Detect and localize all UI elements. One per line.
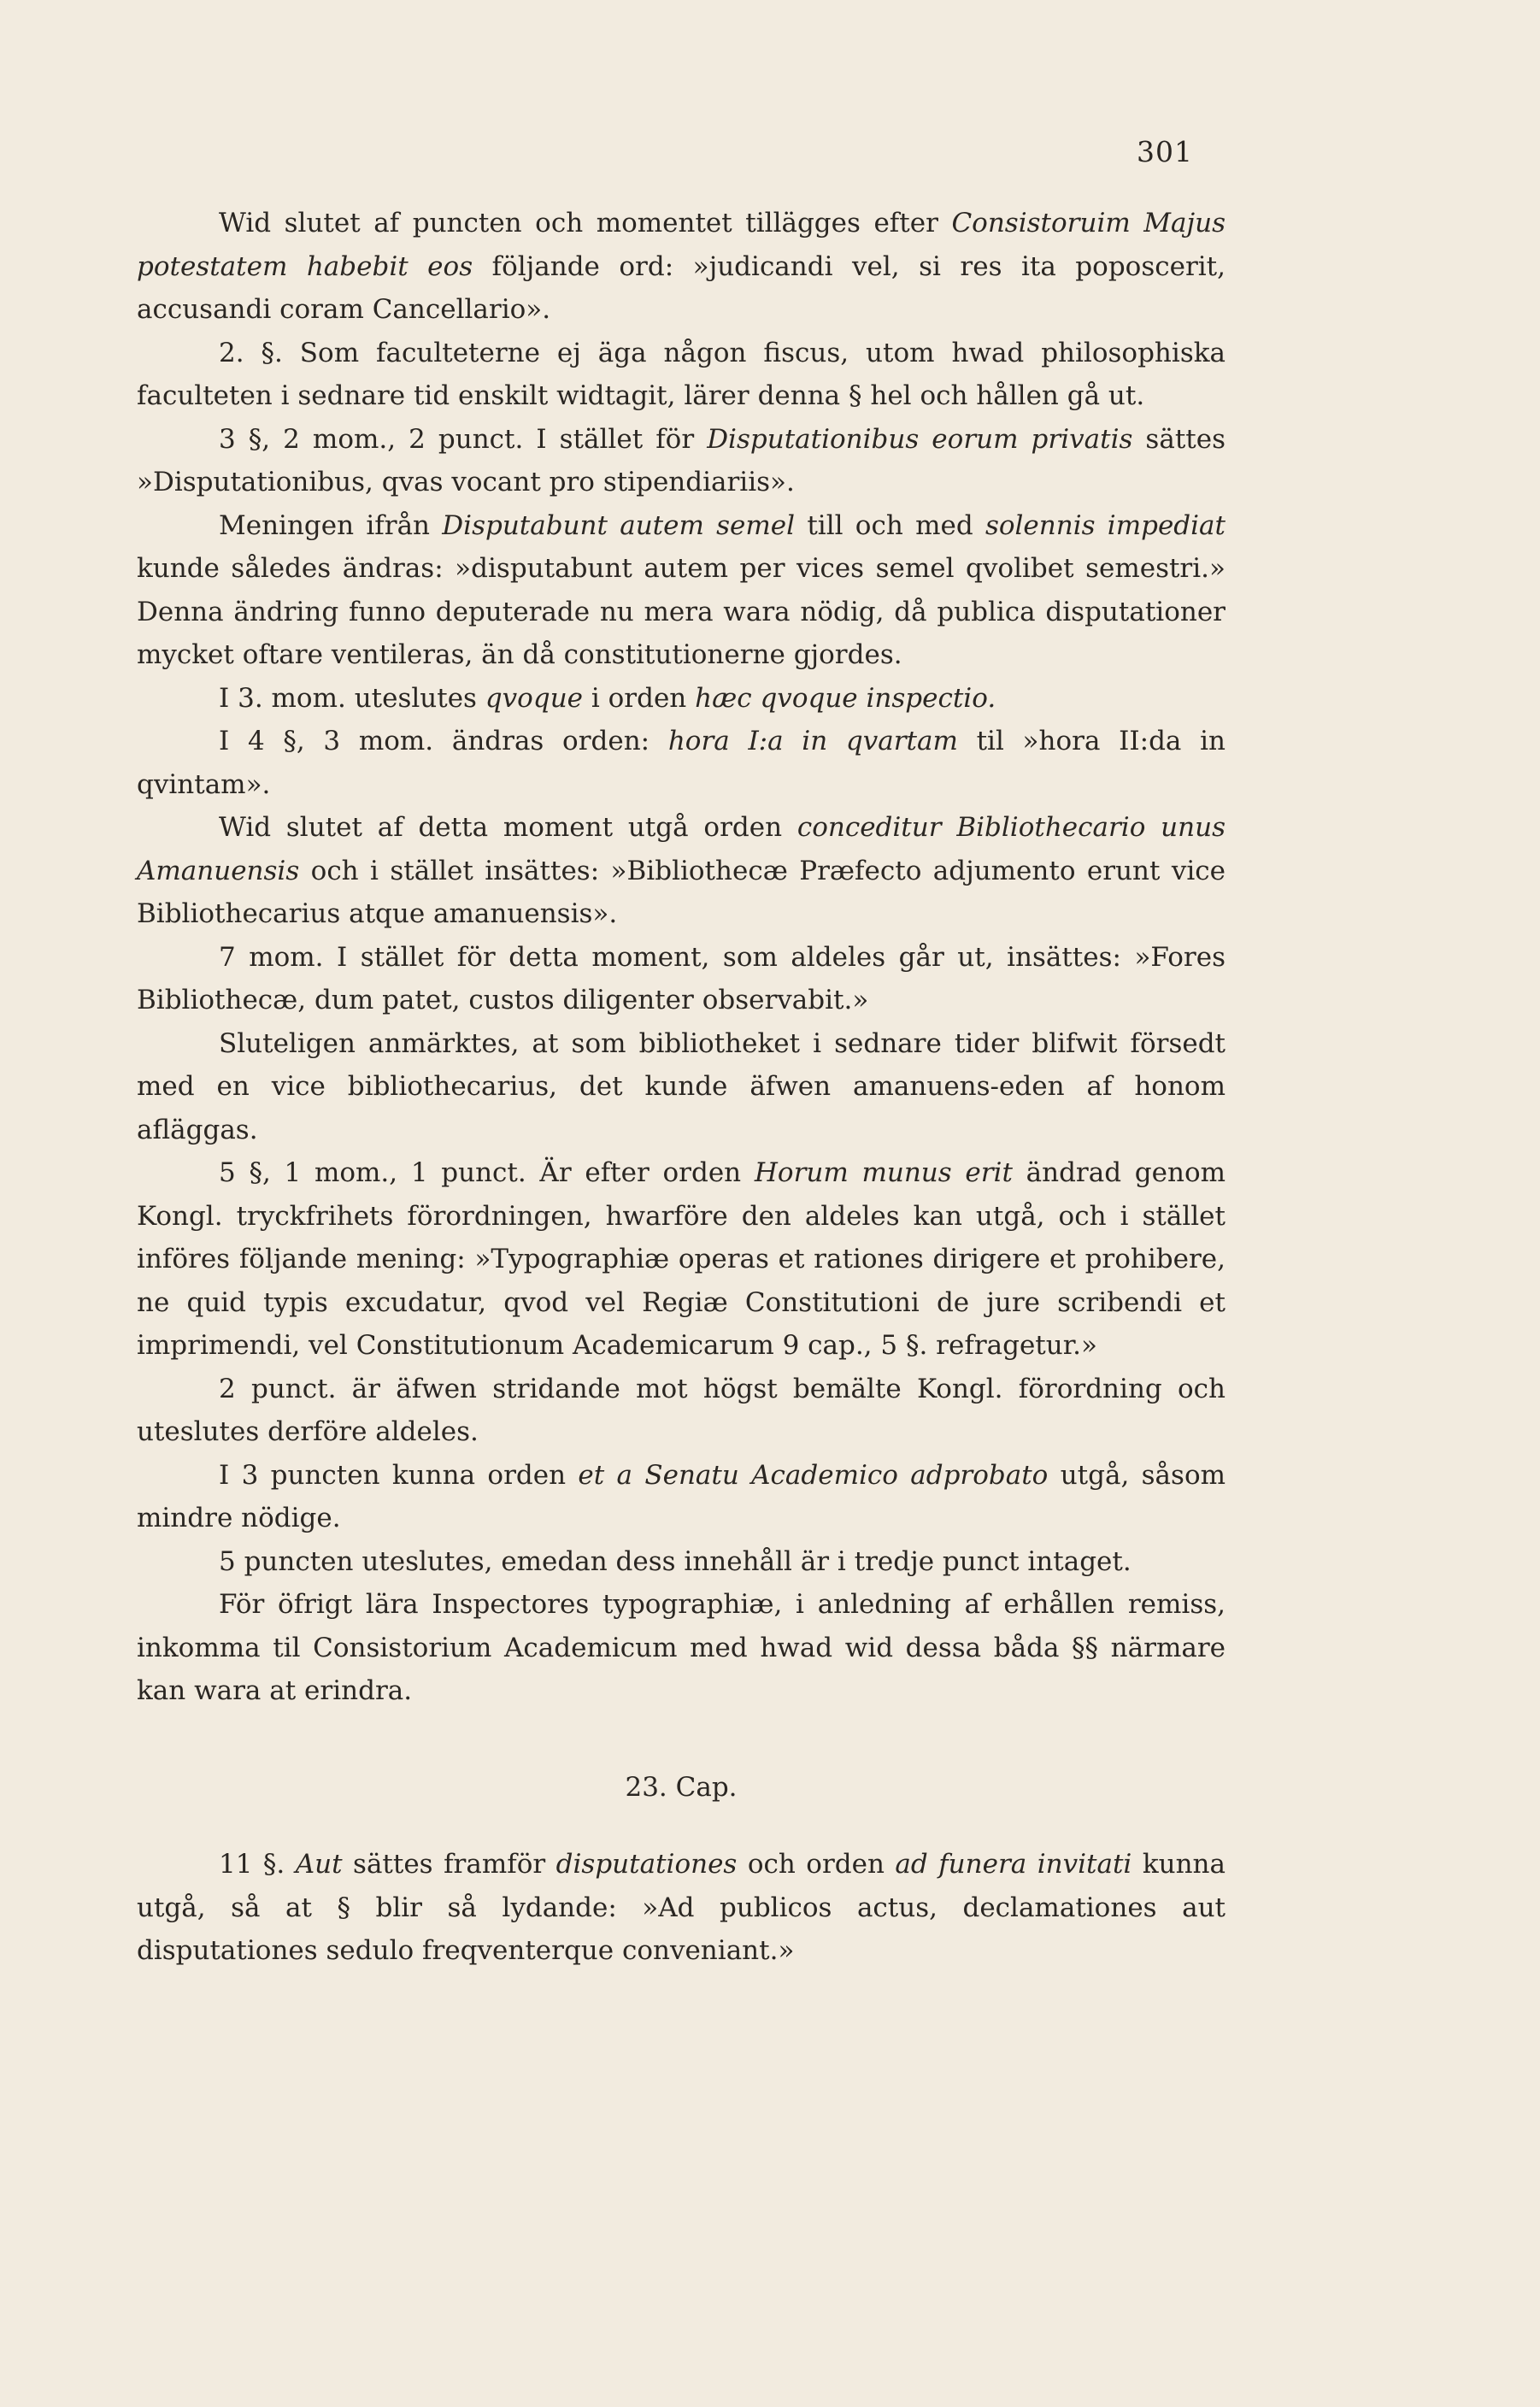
italic-text: qvoque [485, 682, 584, 714]
italic-text: Disputabunt autem semel [442, 509, 796, 541]
paragraph [137, 1540, 1226, 1584]
text-run: utgå, såsom mindre nödige. [137, 1459, 1226, 1533]
italic-text: hæc qvoque inspectio. [695, 682, 996, 714]
text-run: sättes framför [342, 1849, 556, 1880]
paragraph [137, 504, 1226, 677]
text-run: I 3 puncten kunna orden [219, 1459, 579, 1491]
paragraph [137, 332, 1226, 418]
text-run: 2. §. Som faculteterne ej äga någon fiscus, utom hwad philosophiska faculteten i sednare tid enskilt widtagit, lärer denna § hel och hållen gå ut. [137, 337, 1226, 411]
italic-text: Disputationibus eorum privatis [707, 423, 1133, 455]
text-run: sättes »Disputationibus, qvas vocant pro stipendiariis». [137, 423, 1226, 497]
page-number: 301 [1137, 135, 1193, 168]
paragraph [137, 1022, 1226, 1152]
text-run: och orden [737, 1849, 896, 1880]
text-run: Wid slutet af puncten och momentet tillägges efter [219, 208, 952, 238]
italic-text: Aut [295, 1849, 343, 1880]
paragraph [137, 1368, 1226, 1454]
text-run: 3 §, 2 mom., 2 punct. I stället för [219, 423, 708, 455]
text-run: 5 puncten uteslutes, emedan dess innehåll är i tredje punct intaget. [219, 1545, 1131, 1577]
text-run: till och med [795, 509, 985, 541]
italic-text: Horum munus erit [754, 1157, 1013, 1188]
paragraph [137, 936, 1226, 1022]
text-run: Sluteligen anmärktes, at som bibliotheket i sednare tider blifwit försedt med en vice bibliothecarius, det kunde äfwen amanuens-eden af honom afläggas. [137, 1027, 1226, 1145]
paragraph [137, 1843, 1226, 1973]
chapter-heading: 23. Cap. [625, 1771, 738, 1803]
text-run: För öfrigt lära Inspectores typographiæ, i anledning af erhållen remiss, inkomma til Consistorium Academicum med hwad wid dessa båda §§ närmare kan wara at erindra. [137, 1589, 1226, 1706]
text-run: kunde således ändras: »disputabunt autem per vices semel qvolibet semestri.» Denna ändring funno deputerade nu mera wara nödig, då publica disputationer mycket oftare ventileras, än då constitutionerne gjordes. [137, 553, 1226, 670]
text-run: til »hora II:da in qvintam». [137, 726, 1226, 800]
text-run: Wid slutet af detta moment utgå orden [219, 812, 797, 843]
paragraph [137, 677, 1226, 721]
body-text [137, 202, 1226, 1973]
italic-text: hora I:a in qvartam [667, 726, 958, 756]
paragraph [137, 1583, 1226, 1713]
text-run: i orden [583, 682, 696, 714]
text-run: 5 §, 1 mom., 1 punct. Är efter orden [219, 1157, 755, 1188]
italic-text: Consistoruim Majus potestatem habebit eos [137, 208, 1226, 282]
text-run: 2 punct. är äfwen stridande mot högst bemälte Kongl. förordning och uteslutes derföre aldeles. [137, 1373, 1226, 1447]
text-run: I 4 §, 3 mom. ändras orden: [219, 726, 668, 756]
text-run: ändrad genom Kongl. tryckfrihets förordningen, hwarföre den aldeles kan utgå, och i stället införes följande mening: »Typographiæ operas et rationes dirigere et prohibere, ne quid typis excudatur, qvod vel Regiæ Constitutioni de jure scribendi et imprimendi, vel Constitutionum Academicarum 9 cap., 5 §. refragetur.» [137, 1157, 1226, 1361]
text-run: följande ord: »judicandi vel, si res ita poposcerit, accusandi coram Cancellario». [137, 250, 1226, 325]
text-run: Meningen ifrån [219, 509, 443, 541]
paragraph [137, 806, 1226, 936]
italic-text: disputationes [555, 1849, 738, 1880]
section-body [137, 202, 1226, 1713]
text-run: 11 §. [219, 1849, 296, 1880]
text-run: kunna utgå, så at § blir så lydande: »Ad publicos actus, declamationes aut disputationes sedulo freqventerque conveniant.» [137, 1849, 1226, 1966]
italic-text: conceditur Bibliothecario unus Amanuensis [137, 812, 1226, 886]
section-body-continued [137, 1843, 1226, 1973]
text-run: I 3. mom. uteslutes [219, 682, 485, 714]
italic-text: solennis impediat [985, 509, 1226, 541]
paragraph [137, 1151, 1226, 1368]
text-run: 7 mom. I stället för detta moment, som aldeles går ut, insättes: »Fores Bibliothecæ, dum patet, custos diligenter observabit.» [137, 941, 1226, 1015]
text-run: och i stället insättes: »Bibliothecæ Præfecto adjumento erunt vice Bibliothecarius atque amanuensis». [137, 855, 1226, 929]
paragraph [137, 720, 1226, 806]
paragraph [137, 418, 1226, 504]
paragraph [137, 202, 1226, 332]
italic-text: ad funera invitati [895, 1849, 1132, 1880]
italic-text: et a Senatu Academico adprobato [578, 1459, 1049, 1491]
paragraph [137, 1454, 1226, 1540]
